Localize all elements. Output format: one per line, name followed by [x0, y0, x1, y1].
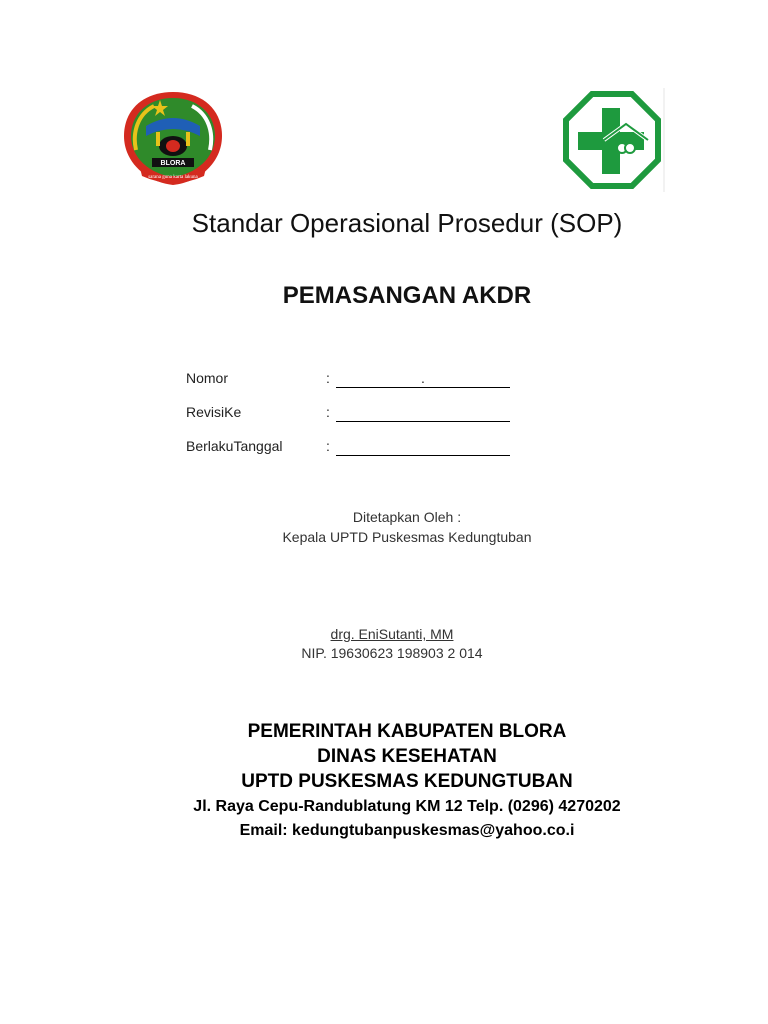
footer-email: Email: kedungtubanpuskesmas@yahoo.co.i	[239, 822, 575, 839]
emblem-motto-text: sarana guna karta lakuna	[148, 175, 198, 180]
field-colon: :	[326, 370, 330, 386]
puskesmas-cross-logo-icon	[560, 88, 668, 192]
document-title: PEMASANGAN AKDR	[282, 282, 532, 309]
field-label: RevisiKe	[186, 404, 242, 420]
field-label: Nomor	[186, 370, 229, 386]
position-title: Kepala UPTD Puskesmas Kedungtuban	[282, 529, 532, 545]
field-label: BerlakuTanggal	[186, 438, 283, 454]
field-underline	[336, 455, 510, 456]
field-colon: :	[326, 404, 330, 420]
footer-government: PEMERINTAH KABUPATEN BLORA	[247, 721, 567, 742]
footer-puskesmas: UPTD PUSKESMAS KEDUNGTUBAN	[241, 771, 573, 792]
field-berlaku-tanggal	[186, 438, 526, 458]
signer-nip: NIP. 19630623 198903 2 014	[301, 645, 483, 661]
field-colon: :	[326, 438, 330, 454]
field-revisi	[186, 404, 526, 424]
signer-name-wrap	[40, 626, 744, 642]
field-underline	[336, 421, 510, 422]
sop-title: Standar Operasional Prosedur (SOP)	[191, 208, 623, 238]
established-by-label: Ditetapkan Oleh :	[352, 509, 462, 525]
footer-address: Jl. Raya Cepu-Randublatung KM 12 Telp. (0296) 4270202	[193, 798, 621, 815]
field-underline	[336, 387, 510, 388]
emblem-band-text: BLORA	[160, 160, 186, 167]
footer-department: DINAS KESEHATAN	[317, 746, 497, 767]
field-nomor	[186, 370, 526, 390]
blora-regency-emblem-icon	[118, 88, 228, 188]
signer-name: drg. EniSutanti, MM	[330, 626, 454, 642]
field-value: .	[421, 370, 425, 386]
